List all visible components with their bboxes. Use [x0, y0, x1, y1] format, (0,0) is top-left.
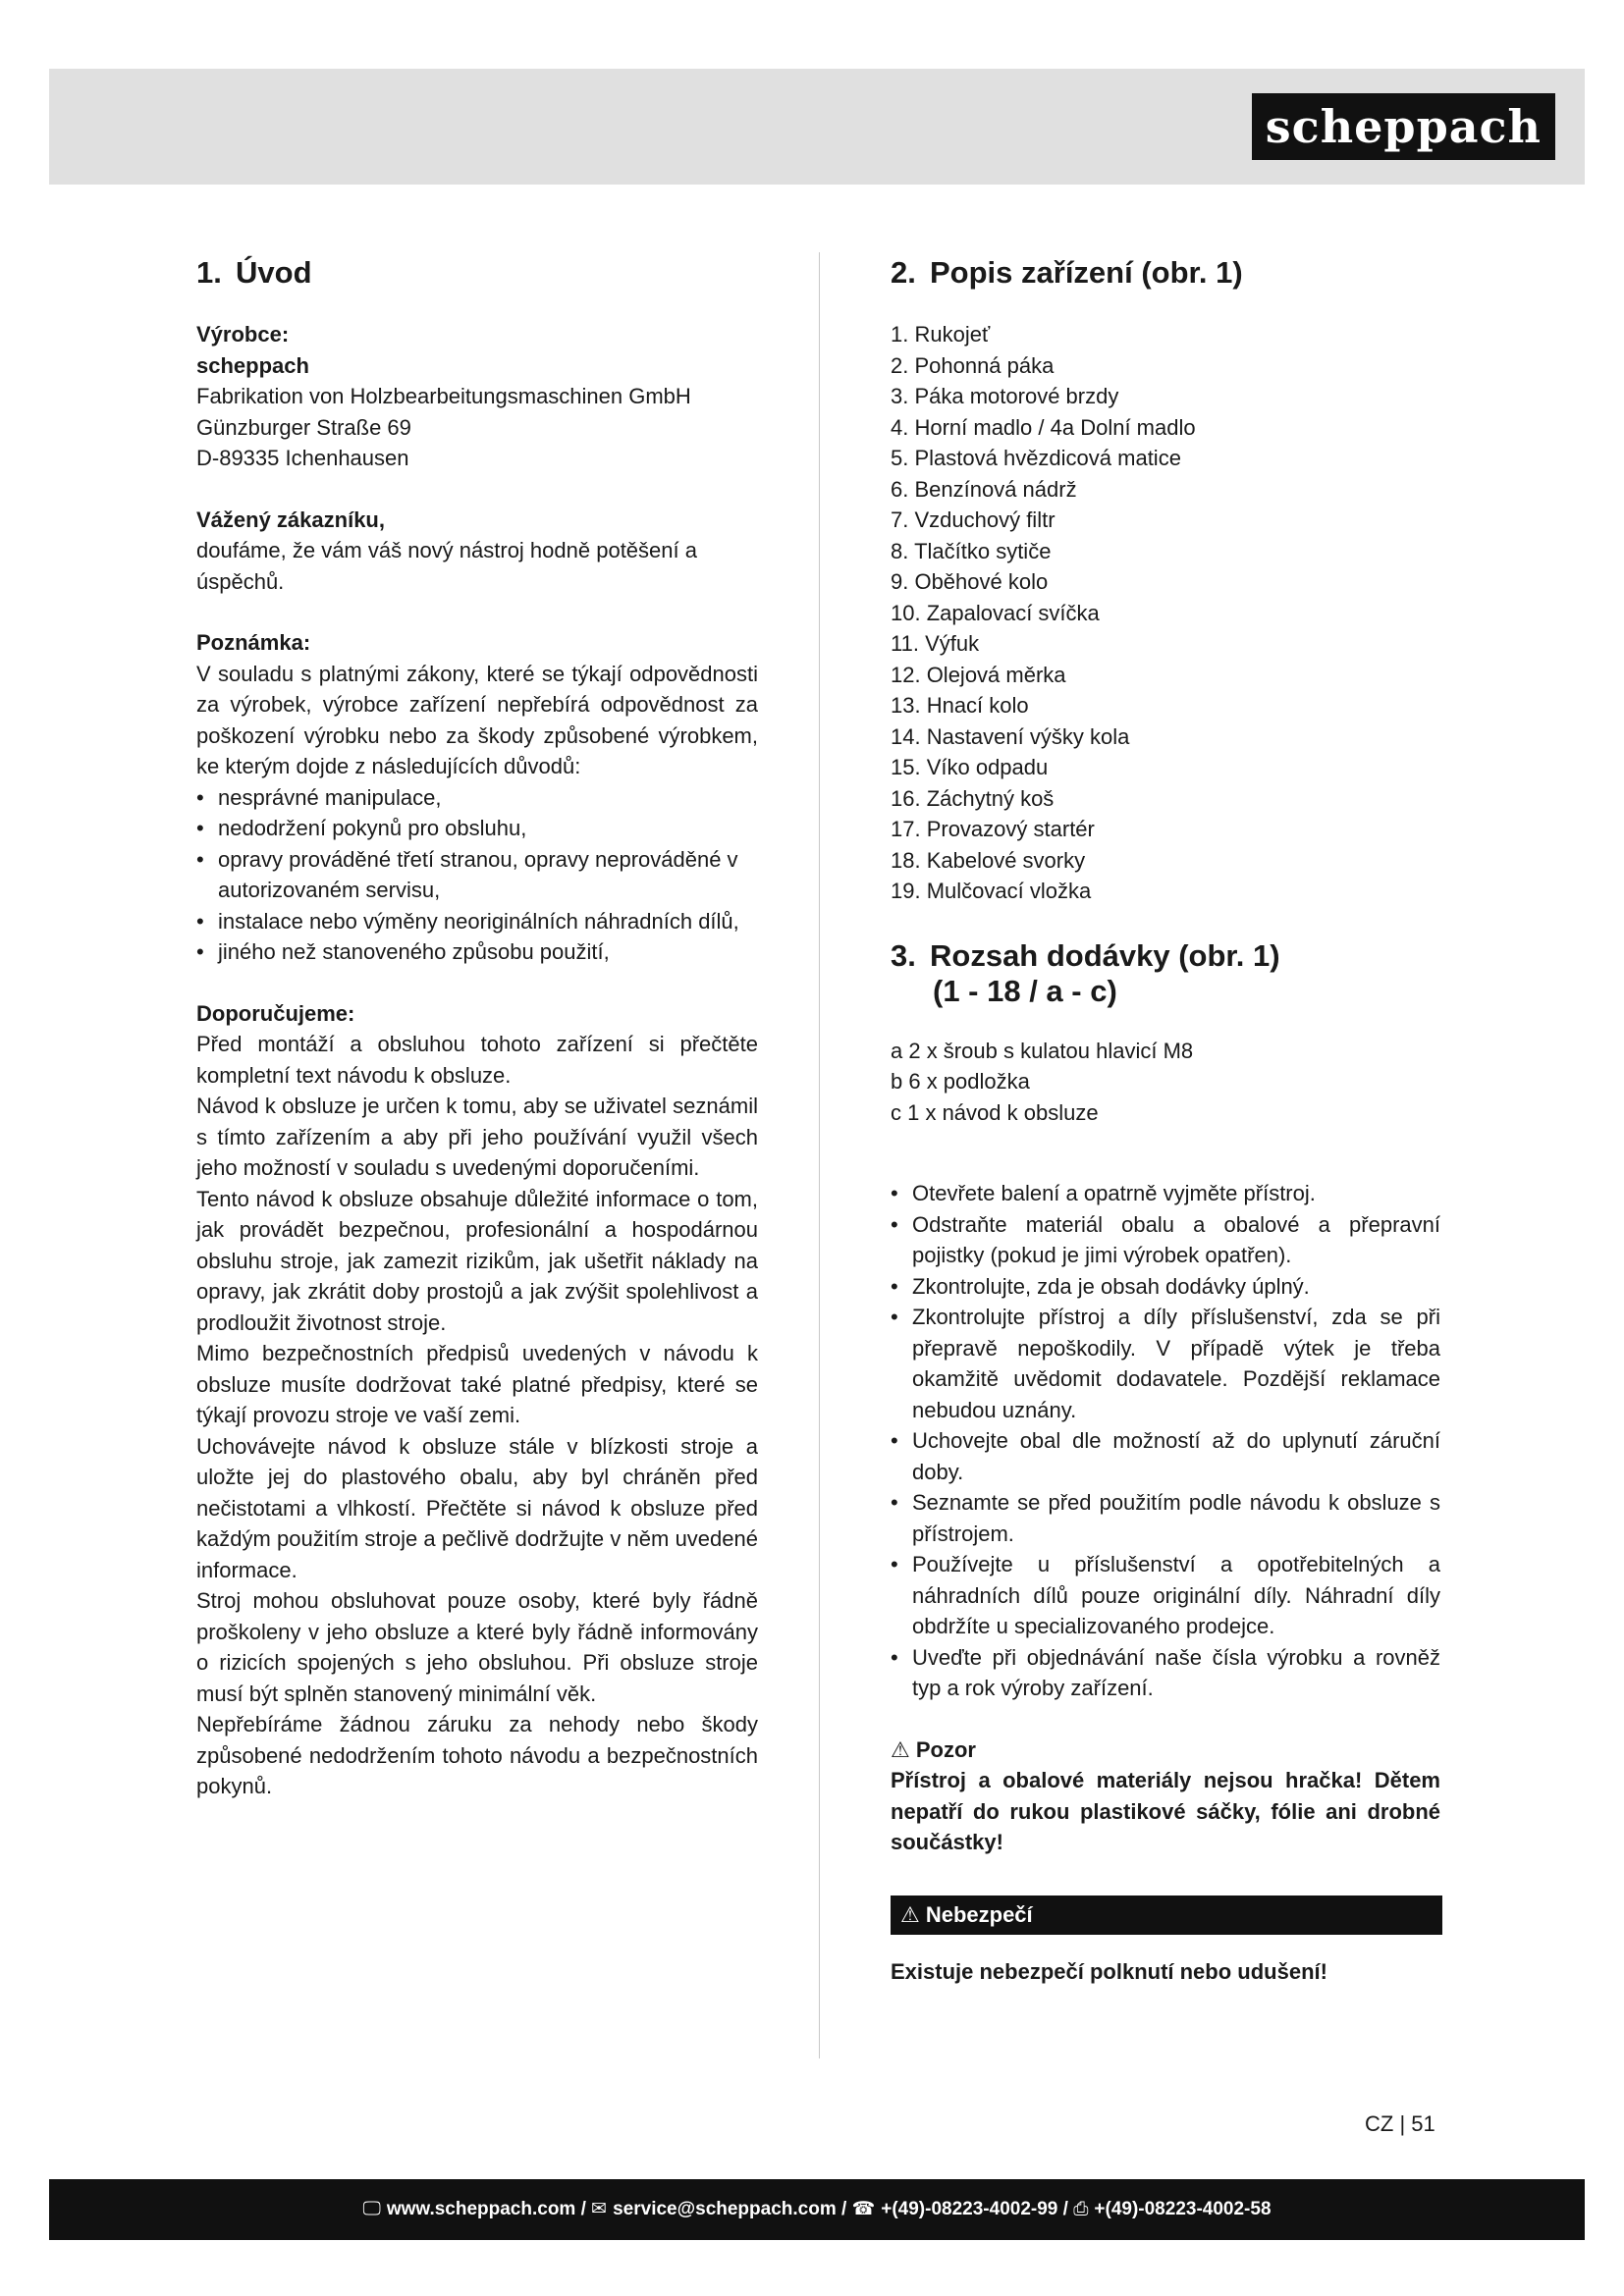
left-column	[196, 253, 758, 1802]
list-item: 13. Hnací kolo	[891, 693, 1029, 718]
recommend-paragraph: Nepřebíráme žádnou záruku za nehody nebo škody způsobené nedodržením tohoto návodu a bezpečnostních pokynů.	[196, 1712, 758, 1798]
list-item: 17. Provazový startér	[891, 817, 1095, 841]
computer-icon: 🖵︎	[362, 2199, 381, 2219]
footer-separator: /	[1057, 2199, 1074, 2219]
footer-separator: /	[575, 2199, 592, 2219]
manufacturer-line: D-89335 Ichenhausen	[196, 446, 409, 470]
footer-separator: /	[836, 2199, 852, 2219]
list-item: 11. Výfuk	[891, 631, 980, 656]
list-item: • nesprávné manipulace,	[196, 782, 758, 814]
page-number: CZ | 51	[1365, 2111, 1435, 2136]
footer-email-link[interactable]: service@scheppach.com	[613, 2199, 837, 2219]
caution-text: Přístroj a obalové materiály nejsou hračka! Dětem nepatří do rukou plastikové sáčky, fólie ani drobné součástky!	[891, 1768, 1440, 1854]
note-text: V souladu s platnými zákony, které se týkají odpovědnosti za výrobek, výrobce zařízení nepřebírá odpovědnost za poškození výrobku nebo za škody způsobené výrobkem, ke kterým dojde z následujících důvodů:	[196, 661, 758, 778]
list-item: • Seznamte se před použitím podle návodu k obsluze s přístrojem.	[891, 1487, 1440, 1549]
dear-customer-label: Vážený zákazníku,	[196, 507, 385, 532]
manufacturer-label: Výrobce:	[196, 322, 290, 347]
footer-fax: +(49)-08223-4002-58	[1094, 2199, 1272, 2219]
recommend-paragraph: Stroj mohou obsluhovat pouze osoby, které byly řádně proškoleny v jeho obsluze a které byly řádně informovány o rizicích spojených s jeho obsluhou. Při obsluze stroje musí být splněn stanovený minimální věk.	[196, 1588, 758, 1706]
footer-bar	[49, 2179, 1585, 2240]
caution-title: ⚠ Pozor	[891, 1736, 976, 1762]
list-item: 16. Záchytný koš	[891, 785, 1055, 811]
scope-of-delivery-list	[891, 1036, 1440, 1129]
section-2-heading: 2. Popis zařízení (obr. 1)	[891, 255, 1243, 290]
list-item: • Zkontrolujte přístroj a díly příslušenství, zda se při přepravě nepoškodily. V případě výtek je třeba okamžitě uvědomit dodavatele. Pozdější reklamace nebudou uznány.	[891, 1302, 1440, 1425]
manufacturer-name: scheppach	[196, 352, 309, 378]
list-item: 19. Mulčovací vložka	[891, 879, 1092, 903]
fax-icon: ⎙	[1073, 2199, 1089, 2219]
list-item: 5. Plastová hvězdicová matice	[891, 446, 1181, 470]
list-item: b 6 x podložka	[891, 1069, 1030, 1094]
list-item: 6. Benzínová nádrž	[891, 476, 1077, 502]
list-item: a 2 x šroub s kulatou hlavicí M8	[891, 1038, 1194, 1063]
recommend-paragraph: Uchovávejte návod k obsluze stále v blízkosti stroje a uložte jej do plastového obalu, aby byl chráněn před nečistotami a vlhkostí. Přečtěte si návod k obsluze před každým použitím stroje a pečlivě dodržujte v něm uvedené informace.	[196, 1433, 758, 1582]
list-item: 1. Rukojeť	[891, 322, 991, 347]
list-item: c 1 x návod k obsluze	[891, 1099, 1099, 1125]
list-item: 4. Horní madlo / 4a Dolní madlo	[891, 414, 1196, 440]
section-3-heading: 3. Rozsah dodávky (obr. 1) (1 - 18 / a - c)	[891, 937, 1280, 1008]
list-item: 18. Kabelové svorky	[891, 847, 1086, 873]
right-column	[891, 253, 1440, 1987]
column-divider	[819, 252, 820, 2058]
brand-logo: scheppach	[1252, 93, 1555, 160]
note-label: Poznámka:	[196, 630, 311, 655]
list-item: • Zkontrolujte, zda je obsah dodávky úplný.	[891, 1271, 1440, 1303]
danger-banner: ⚠ Nebezpečí	[891, 1896, 1442, 1935]
list-item: 15. Víko odpadu	[891, 755, 1049, 779]
list-item: 9. Oběhové kolo	[891, 569, 1049, 594]
footer-phone: +(49)-08223-4002-99	[881, 2199, 1058, 2219]
list-item: • instalace nebo výměny neoriginálních náhradních dílů,	[196, 906, 758, 937]
list-item: 3. Páka motorové brzdy	[891, 384, 1119, 408]
list-item: 10. Zapalovací svíčka	[891, 600, 1100, 625]
envelope-icon: ✉︎	[591, 2199, 608, 2219]
recommend-paragraph: Mimo bezpečnostních předpisů uvedených v návodu k obsluze musíte dodržovat také platné předpisy, které se týkají provozu stroje ve vaší zemi.	[196, 1341, 758, 1427]
manufacturer-line: Fabrikation von Holzbearbeitungsmaschinen GmbH	[196, 384, 691, 408]
list-item: 14. Nastavení výšky kola	[891, 723, 1130, 749]
danger-text: Existuje nebezpečí polknutí nebo udušení!	[891, 1958, 1327, 1984]
list-item: • Používejte u příslušenství a opotřebitelných a náhradních dílů pouze originální díly. Náhradní díly obdržíte u specializovaného prodejce.	[891, 1549, 1440, 1642]
section-1-heading: 1. Úvod	[196, 255, 312, 290]
footer-website-link[interactable]: www.scheppach.com	[386, 2199, 576, 2219]
list-item: • jiného než stanoveného způsobu použití,	[196, 936, 758, 968]
list-item: • Uchovejte obal dle možností až do uplynutí záruční doby.	[891, 1425, 1440, 1487]
note-bullet-list	[196, 782, 758, 968]
list-item: • nedodržení pokynů pro obsluhu,	[196, 813, 758, 844]
recommend-paragraph: Tento návod k obsluze obsahuje důležité informace o tom, jak provádět bezpečnou, profesionální a hospodárnou obsluhu stroje, jak zamezit rizikům, jak ušetřit náklady na opravy, jak zkrátit doby prostojů a jak zvýšit spolehlivost a prodloužit životnost stroje.	[196, 1186, 758, 1335]
list-item: • Odstraňte materiál obalu a obalové a přepravní pojistky (pokud je jimi výrobek opatřen).	[891, 1209, 1440, 1271]
list-item: • opravy prováděné třetí stranou, opravy neprováděné v autorizovaném servisu,	[196, 844, 758, 906]
list-item: 8. Tlačítko sytiče	[891, 538, 1052, 563]
list-item: 12. Olejová měrka	[891, 662, 1066, 687]
recommend-paragraph: Návod k obsluze je určen k tomu, aby se uživatel seznámil s tímto zařízením a aby při jeho používání využil všech jeho možností v souladu s uvedenými doporučeními.	[196, 1094, 758, 1180]
list-item: 2. Pohonná páka	[891, 352, 1055, 378]
manufacturer-line: Günzburger Straße 69	[196, 414, 411, 440]
header-bar	[49, 69, 1585, 185]
phone-icon: ☎︎	[851, 2199, 876, 2219]
recommend-paragraph: Před montáží a obsluhou tohoto zařízení si přečtěte kompletní text návodu k obsluze.	[196, 1032, 758, 1088]
parts-list	[891, 319, 1440, 907]
list-item: 7. Vzduchový filtr	[891, 507, 1056, 532]
recommend-label: Doporučujeme:	[196, 1000, 355, 1026]
list-item: • Otevřete balení a opatrně vyjměte přístroj.	[891, 1178, 1440, 1209]
dear-customer-text: doufáme, že vám váš nový nástroj hodně potěšení a úspěchů.	[196, 538, 697, 594]
unpacking-bullet-list	[891, 1178, 1440, 1704]
list-item: • Uveďte při objednávání naše čísla výrobku a rovněž typ a rok výroby zařízení.	[891, 1642, 1440, 1704]
